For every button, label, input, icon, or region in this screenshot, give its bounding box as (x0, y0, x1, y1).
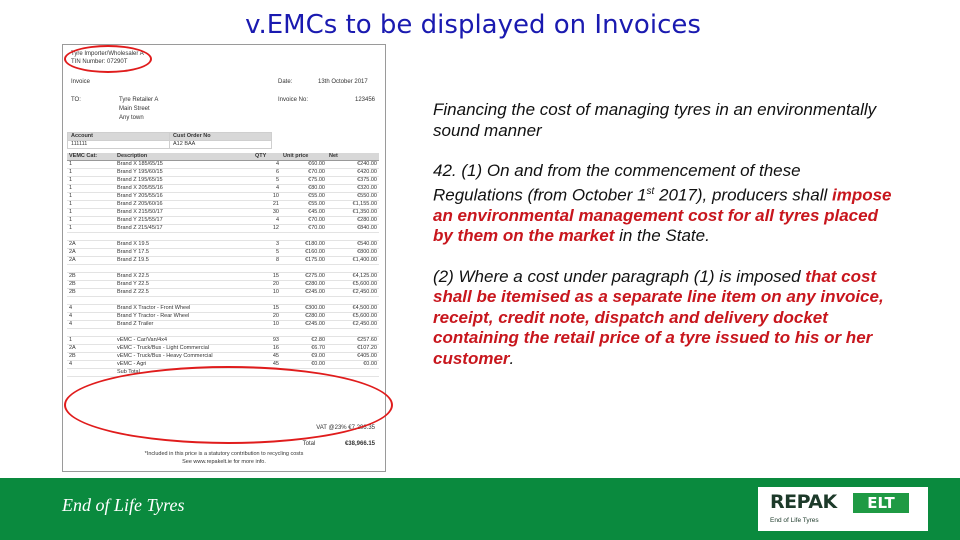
table-cell: €800.00 (327, 249, 379, 257)
table-cell: €245.00 (281, 289, 327, 297)
para1-end: in the State. (614, 226, 710, 246)
table-cell: 2B (67, 289, 115, 297)
table-cell: 2A (67, 249, 115, 257)
invoice-label: Invoice (71, 79, 91, 85)
item-row (67, 273, 379, 281)
table-cell: 10 (253, 321, 281, 329)
total-line (303, 441, 375, 447)
table-cell: €70.00 (281, 225, 327, 233)
table-cell: €5,600.00 (327, 281, 379, 289)
table-cell: €175.00 (281, 257, 327, 265)
spacer-cell (67, 233, 115, 241)
regulation-text (433, 100, 893, 389)
table-cell: 3 (253, 241, 281, 249)
spacer-cell (253, 297, 281, 305)
to-label: TO: (71, 97, 81, 103)
vemc-row (67, 345, 379, 353)
table-cell: €1,155.00 (327, 201, 379, 209)
table-cell: 5 (253, 249, 281, 257)
table-cell: 12 (253, 225, 281, 233)
spacer-cell (327, 265, 379, 273)
table-cell: Brand X Tractor - Front Wheel (115, 305, 253, 313)
table-cell: €4,125.00 (327, 273, 379, 281)
table-cell: Brand Y 17.5 (115, 249, 253, 257)
spacer-row (67, 329, 379, 337)
vat-value: €7,296.35 (348, 425, 375, 431)
table-cell: €257.60 (327, 337, 379, 345)
table-cell: Brand Z 215/45/17 (115, 225, 253, 233)
logo-badge: ELT (853, 493, 909, 513)
table-cell: vEMC - Agri (115, 361, 253, 369)
paragraph-2 (433, 267, 893, 370)
table-cell: €375.00 (327, 177, 379, 185)
table-cell: €75.00 (281, 177, 327, 185)
table-cell: 15 (253, 273, 281, 281)
table-cell: 1 (67, 337, 115, 345)
table-cell: 8 (253, 257, 281, 265)
table-cell: 2B (67, 273, 115, 281)
footer-bar (0, 478, 960, 540)
table-cell: 20 (253, 281, 281, 289)
to-line-1: Tyre Retailer A (119, 97, 159, 103)
spacer-cell (281, 297, 327, 305)
table-cell: €280.00 (281, 281, 327, 289)
header-desc: Description (115, 153, 253, 161)
table-cell: €540.00 (327, 241, 379, 249)
table-cell: €275.00 (281, 273, 327, 281)
spacer-row (67, 265, 379, 273)
logo-subtitle: End of Life Tyres (770, 517, 819, 524)
table-cell: 1 (67, 225, 115, 233)
table-cell: Brand X 215/50/17 (115, 209, 253, 217)
table-cell: €420.00 (327, 169, 379, 177)
table-cell: Brand X 205/55/16 (115, 185, 253, 193)
para1-mid: 2017), producers shall (654, 185, 832, 205)
table-cell: 16 (253, 345, 281, 353)
item-row (67, 305, 379, 313)
spacer-cell (115, 265, 253, 273)
item-row (67, 161, 379, 169)
para2-start: (2) Where a cost under paragraph (1) is imposed (433, 266, 806, 286)
spacer-cell (253, 329, 281, 337)
date-value: 13th October 2017 (318, 79, 368, 85)
spacer-cell (327, 329, 379, 337)
spacer-row (67, 233, 379, 241)
highlight-circle-tin (64, 45, 152, 73)
table-cell: 4 (253, 161, 281, 169)
table-cell: €6.70 (281, 345, 327, 353)
spacer-cell (115, 329, 253, 337)
table-cell: Brand Z 22.5 (115, 289, 253, 297)
spacer-cell (253, 265, 281, 273)
table-cell: €2.80 (281, 337, 327, 345)
para2-end: . (509, 348, 515, 368)
items-table (67, 153, 379, 377)
item-row (67, 201, 379, 209)
table-cell: 21 (253, 201, 281, 209)
table-cell: €60.00 (281, 161, 327, 169)
table-cell: €840.00 (327, 225, 379, 233)
table-cell: 4 (253, 217, 281, 225)
date-label: Date: (278, 79, 293, 85)
item-row (67, 225, 379, 233)
item-row (67, 177, 379, 185)
table-cell: €160.00 (281, 249, 327, 257)
table-cell: 2B (67, 353, 115, 361)
table-cell: 2A (67, 241, 115, 249)
table-cell: Brand X 185/65/15 (115, 161, 253, 169)
table-cell: €9.00 (281, 353, 327, 361)
paragraph-1 (433, 161, 893, 247)
item-row (67, 257, 379, 265)
item-row (67, 249, 379, 257)
table-cell: Brand Z 205/60/16 (115, 201, 253, 209)
item-row (67, 241, 379, 249)
para1-highlight: impose an environmental management cost for all tyres placed by them on the market (433, 185, 892, 246)
header-qty: QTY (253, 153, 281, 161)
spacer-row (67, 297, 379, 305)
table-cell: 5 (253, 177, 281, 185)
table-cell: Brand Y 205/55/16 (115, 193, 253, 201)
table-cell: vEMC - Car/Van/4x4 (115, 337, 253, 345)
table-cell: 4 (67, 313, 115, 321)
spacer-cell (67, 329, 115, 337)
item-row (67, 185, 379, 193)
para1-sup: st (646, 185, 655, 197)
table-cell: €80.00 (281, 185, 327, 193)
table-cell: €70.00 (281, 217, 327, 225)
repak-elt-logo (758, 487, 928, 531)
table-cell: 1 (67, 177, 115, 185)
spacer-cell (115, 297, 253, 305)
header-cat: VEMC Cat: (67, 153, 115, 161)
page-title: v.EMCs to be displayed on Invoices (245, 10, 701, 40)
subtotal-label: Sub Total (115, 369, 253, 377)
table-cell: 1 (67, 201, 115, 209)
table-cell: 6 (253, 169, 281, 177)
vat-label: VAT @23% (316, 425, 347, 431)
table-cell: €240.00 (327, 161, 379, 169)
item-row (67, 289, 379, 297)
table-cell: vEMC - Truck/Bus - Light Commercial (115, 345, 253, 353)
importer-label: Tyre Importer/Wholesaler A (71, 51, 144, 57)
spacer-cell (281, 233, 327, 241)
header-net: Net (327, 153, 379, 161)
total-label: Total (302, 441, 316, 447)
table-cell: €320.00 (327, 185, 379, 193)
account-table (67, 132, 272, 149)
spacer-cell (327, 297, 379, 305)
table-cell: €280.00 (327, 217, 379, 225)
item-row (67, 209, 379, 217)
note-line-1: *Included in this price is a statutory contribution to recycling costs (144, 451, 304, 457)
header-unit: Unit price (281, 153, 327, 161)
spacer-cell (253, 233, 281, 241)
table-cell: 15 (253, 305, 281, 313)
para2-highlight: that cost shall be itemised as a separate line item on any invoice, receipt, credit note, dispatch and delivery docket containing the retail price of a tyre issued to his or her customer (433, 266, 884, 368)
table-cell: €300.00 (281, 305, 327, 313)
table-cell: 1 (67, 209, 115, 217)
item-row (67, 313, 379, 321)
item-row (67, 281, 379, 289)
table-cell: Brand Z Trailer (115, 321, 253, 329)
item-row (67, 169, 379, 177)
table-cell (67, 369, 115, 377)
item-row (67, 193, 379, 201)
table-cell: €2,450.00 (327, 289, 379, 297)
table-cell: 45 (253, 353, 281, 361)
table-cell: €45.00 (281, 209, 327, 217)
text-heading: Financing the cost of managing tyres in an environmentally sound manner (433, 100, 877, 140)
table-cell: 20 (253, 313, 281, 321)
table-cell: 1 (67, 161, 115, 169)
table-cell: 93 (253, 337, 281, 345)
table-cell: €2,450.00 (327, 321, 379, 329)
tin-label: TIN Number: (71, 59, 106, 65)
highlight-circle-vemc (64, 366, 393, 444)
table-cell: Brand X 22.5 (115, 273, 253, 281)
table-cell: 45 (253, 361, 281, 369)
spacer-cell (281, 329, 327, 337)
table-cell: €5,600.00 (327, 313, 379, 321)
order-value: A12 BAA (170, 141, 272, 149)
para1-start: 42. (1) On and from the commencement of these Regulations (from October 1 (433, 161, 801, 205)
table-cell: 1 (67, 217, 115, 225)
account-value: 111111 (68, 141, 170, 149)
to-line-3: Any town (119, 115, 144, 121)
spacer-cell (67, 265, 115, 273)
account-header: Account (68, 133, 170, 141)
table-cell: Brand Y Tractor - Rear Wheel (115, 313, 253, 321)
table-cell: Brand Y 22.5 (115, 281, 253, 289)
table-cell: Brand X 19.5 (115, 241, 253, 249)
spacer-cell (115, 233, 253, 241)
table-cell: €180.00 (281, 241, 327, 249)
table-cell: €70.00 (281, 169, 327, 177)
table-cell: 1 (67, 185, 115, 193)
invoice-no-label: Invoice No: (278, 97, 309, 103)
table-cell: €107.20 (327, 345, 379, 353)
table-cell: 1 (67, 169, 115, 177)
table-cell: 1 (67, 193, 115, 201)
item-row (67, 321, 379, 329)
invoice-no-value: 123456 (355, 97, 376, 103)
table-cell: 10 (253, 289, 281, 297)
table-cell: Brand Y 215/55/17 (115, 217, 253, 225)
spacer-cell (281, 265, 327, 273)
order-header: Cust Order No (170, 133, 272, 141)
spacer-cell (67, 297, 115, 305)
table-cell: €1,350.00 (327, 209, 379, 217)
table-cell: €0.00 (281, 361, 327, 369)
table-cell: €0.00 (327, 361, 379, 369)
table-cell: 30 (253, 209, 281, 217)
item-row (67, 217, 379, 225)
table-cell: 4 (67, 321, 115, 329)
table-cell: 4 (67, 305, 115, 313)
table-cell: €4,500.00 (327, 305, 379, 313)
table-cell: €55.00 (281, 193, 327, 201)
table-cell: 2A (67, 257, 115, 265)
table-cell: 2B (67, 281, 115, 289)
table-cell: €405.00 (327, 353, 379, 361)
logo-word: REPAK (770, 491, 837, 513)
table-cell: vEMC - Truck/Bus - Heavy Commercial (115, 353, 253, 361)
table-cell: Brand Z 19.5 (115, 257, 253, 265)
table-cell: €280.00 (281, 313, 327, 321)
note-line-2: See www.repakelt.ie for more info. (182, 459, 266, 465)
footer-text: End of Life Tyres (62, 495, 185, 515)
table-cell: €55.00 (281, 201, 327, 209)
table-cell: 4 (67, 361, 115, 369)
vemc-row (67, 353, 379, 361)
total-value: €38,966.15 (344, 441, 375, 447)
table-cell: 10 (253, 193, 281, 201)
table-cell: €1,400.00 (327, 257, 379, 265)
spacer-cell (327, 233, 379, 241)
table-cell: 4 (253, 185, 281, 193)
items-header-row (67, 153, 379, 161)
table-cell: Brand Z 195/65/15 (115, 177, 253, 185)
table-cell: €245.00 (281, 321, 327, 329)
to-line-2: Main Street (119, 106, 150, 112)
table-cell: €550.00 (327, 193, 379, 201)
table-cell: 2A (67, 345, 115, 353)
table-cell: Brand Y 195/60/15 (115, 169, 253, 177)
vemc-row (67, 337, 379, 345)
tin-value: 07290T (107, 59, 128, 65)
